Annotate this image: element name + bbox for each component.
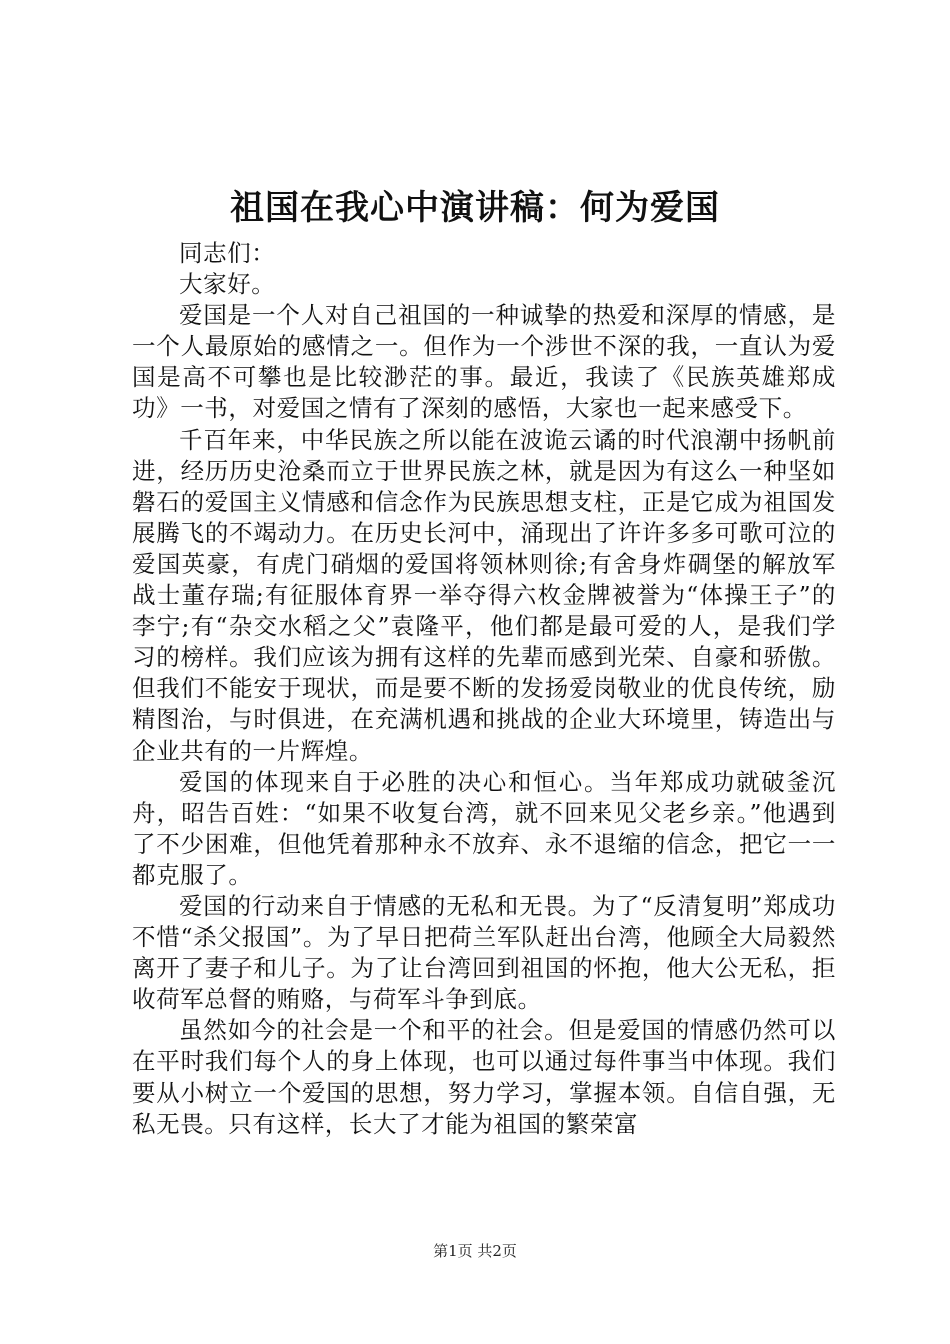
- page-number-footer: 第1页 共2页: [433, 1242, 517, 1260]
- paragraph-greeting: 大家好。: [179, 270, 276, 299]
- document-body: [132, 238, 836, 1140]
- paragraph-salutation: 同志们：: [179, 239, 276, 267]
- paragraph: 爱国的行动来自于情感的无私和无畏。为了“反清复明”郑成功不惜“杀父报国”。为了早日把荷兰军队赶出台湾，他顾全大局毅然离开了妻子和儿子。为了让台湾回到祖国的怀抱，他大公无私，拒收荷军总督的贿赂，与荷军斗争到底。: [132, 891, 836, 1014]
- paragraph: 爱国是一个人对自己祖国的一种诚挚的热爱和深厚的情感，是一个人最原始的感情之一。但作为一个涉世不深的我，一直认为爱国是高不可攀也是比较渺茫的事。最近，我读了《民族英雄郑成功》一书，对爱国之情有了深刻的感悟，大家也一起来感受下。: [132, 301, 836, 423]
- paragraph: 爱国的体现来自于必胜的决心和恒心。当年郑成功就破釜沉舟，昭告百姓：“如果不收复台湾，就不回来见父老乡亲。”他遇到了不少困难，但他凭着那种永不放弃、永不退缩的信念，把它一一都克服了。: [132, 767, 836, 889]
- paragraph: 虽然如今的社会是一个和平的社会。但是爱国的情感仍然可以在平时我们每个人的身上体现，也可以通过每件事当中体现。我们要从小树立一个爱国的思想，努力学习，掌握本领。自信自强，无私无畏。只有这样，长大了才能为祖国的繁荣富: [132, 1016, 836, 1138]
- document-title: 祖国在我心中演讲稿：何为爱国: [230, 188, 720, 228]
- paragraph: 千百年来，中华民族之所以能在波诡云谲的时代浪潮中扬帆前进，经历历史沧桑而立于世界民族之林，就是因为有这么一种坚如磐石的爱国主义情感和信念作为民族思想支柱，正是它成为祖国发展腾飞的不竭动力。在历史长河中，涌现出了许许多多可歌可泣的爱国英豪，有虎门硝烟的爱国将领林则徐;有舍身炸碉堡的解放军战士董存瑞;有征服体育界一举夺得六枚金牌被誉为“体操王子”的李宁;有“杂交水稻之父”袁隆平，他们都是最可爱的人，是我们学习的榜样。我们应该为拥有这样的先辈而感到光荣、自豪和骄傲。但我们不能安于现状，而是要不断的发扬爱岗敬业的优良传统，励精图治，与时俱进，在充满机遇和挑战的企业大环境里，铸造出与企业共有的一片辉煌。: [132, 425, 836, 765]
